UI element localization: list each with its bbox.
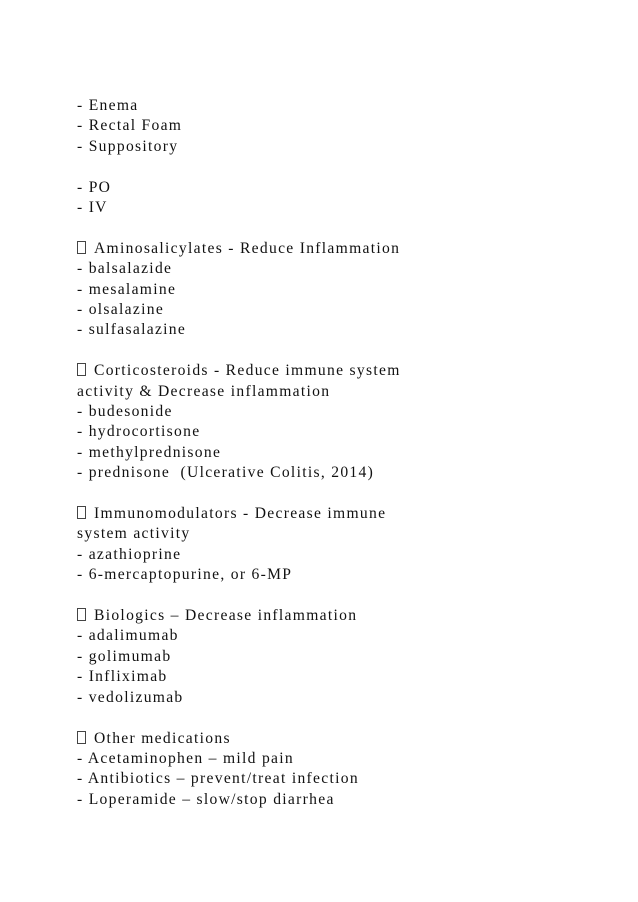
list-item: - Loperamide – slow/stop diarrhea: [77, 790, 335, 808]
section-other-medications: [77, 729, 597, 811]
missing-glyph-bullet-icon: [77, 731, 86, 744]
section-heading-text: Other medications: [94, 729, 231, 747]
list-item: - sulfasalazine: [77, 321, 187, 339]
missing-glyph-bullet-icon: [77, 241, 86, 254]
section-heading-text: Immunomodulators - Decrease immune system activity: [77, 505, 387, 543]
missing-glyph-bullet-icon: [77, 506, 86, 519]
list-item: - Infliximab: [77, 668, 168, 686]
list-item: - Antibiotics – prevent/treat infection: [77, 770, 359, 788]
list-item: - hydrocortisone: [77, 423, 201, 441]
list-item: - azathioprine: [77, 545, 182, 563]
missing-glyph-bullet-icon: [77, 608, 86, 621]
list-item: - balsalazide: [77, 260, 173, 278]
list-item: - golimumab: [77, 647, 172, 665]
section-heading: [77, 504, 407, 545]
section-heading: [77, 729, 407, 749]
list-item: - PO: [77, 178, 112, 196]
section-heading-text: Corticosteroids - Reduce immune system activity & Decrease inflammation: [77, 362, 401, 400]
section-immunomodulators: [77, 504, 597, 586]
administration-routes-systemic: [77, 178, 597, 219]
section-heading: [77, 361, 407, 402]
missing-glyph-bullet-icon: [77, 363, 86, 376]
list-item: - IV: [77, 199, 108, 217]
section-biologics: [77, 606, 597, 708]
section-heading: [77, 239, 407, 259]
list-item: - Suppository: [77, 137, 179, 155]
section-heading-text: Biologics – Decrease inflammation: [94, 607, 358, 625]
list-item: - Acetaminophen – mild pain: [77, 749, 294, 767]
list-item: - 6-mercaptopurine, or 6-MP: [77, 566, 293, 584]
list-item: - Enema: [77, 97, 139, 114]
section-corticosteroids: [77, 361, 597, 483]
section-heading-text: Aminosalicylates - Reduce Inflammation: [94, 239, 401, 257]
list-item: - mesalamine: [77, 280, 177, 298]
section-heading: [77, 606, 407, 626]
list-item: - olsalazine: [77, 301, 165, 319]
list-item: - methylprednisone: [77, 443, 222, 461]
section-aminosalicylates: [77, 239, 597, 341]
administration-routes-rectal: [77, 96, 597, 157]
list-item: - Rectal Foam: [77, 117, 183, 135]
list-item: - budesonide: [77, 403, 173, 421]
list-item: - prednisone (Ulcerative Colitis, 2014): [77, 464, 375, 482]
list-item: - adalimumab: [77, 627, 179, 645]
list-item: - vedolizumab: [77, 688, 184, 706]
document-body: [77, 96, 597, 831]
